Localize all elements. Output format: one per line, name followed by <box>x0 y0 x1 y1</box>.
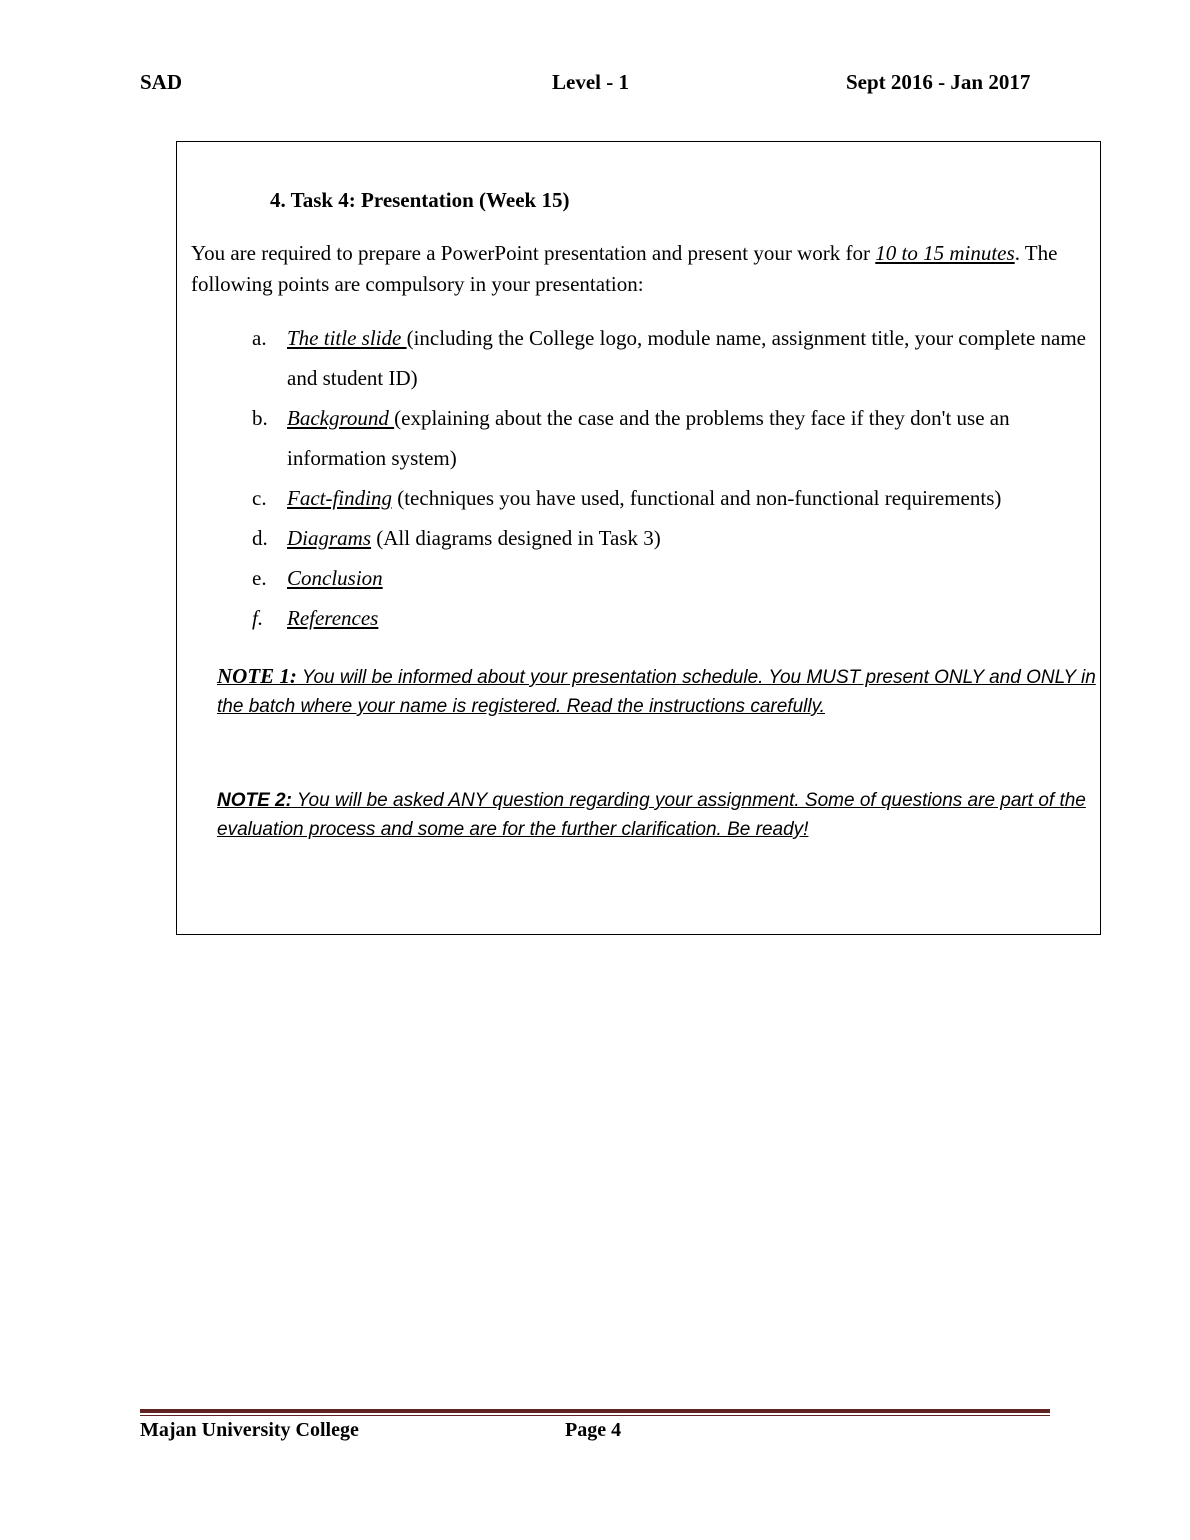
point-title: Background <box>287 406 395 430</box>
list-marker: e. <box>252 566 267 590</box>
point-title: Conclusion <box>287 566 383 590</box>
header-module: SAD <box>140 70 183 94</box>
footer-page-number: Page 4 <box>565 1419 622 1441</box>
intro-text: You are required to prepare a PowerPoint presentation and present your work for <box>191 241 876 265</box>
page-footer <box>140 1419 1050 1447</box>
list-marker: b. <box>252 406 268 430</box>
header-level: Level - 1 <box>552 70 629 94</box>
intro-text-end: . The following points are compulsory in your presentation: <box>191 241 1058 296</box>
list-item <box>252 478 1092 518</box>
point-desc: (explaining about the case and the problems they face if they don't use an information system) <box>287 406 1010 470</box>
note-2-text: You will be asked ANY question regarding your assignment. Some of questions are part of the evaluation process and some are for the further clarification. Be ready! <box>217 790 1086 840</box>
note-1-text: You will be informed about your presentation schedule. You MUST present ONLY and ONLY in the batch where your name is registered. Read the instructions carefully. <box>217 667 1096 717</box>
intro-duration: 10 to 15 minutes <box>875 241 1015 265</box>
list-marker: f. <box>252 606 264 630</box>
point-title: Fact-finding <box>287 486 392 510</box>
list-item <box>252 558 1092 598</box>
list-item <box>252 398 1092 478</box>
note-2 <box>217 786 1097 844</box>
point-title: Diagrams <box>287 526 372 550</box>
point-desc: (techniques you have used, functional and non-functional requirements) <box>391 486 1002 510</box>
task-intro <box>191 238 1081 300</box>
point-title: The title slide <box>287 326 407 350</box>
footer-college: Majan University College <box>140 1419 359 1441</box>
list-item <box>252 598 1092 638</box>
point-title: References <box>287 606 379 630</box>
list-item <box>252 518 1092 558</box>
list-item <box>252 318 1092 398</box>
header-term: Sept 2016 - Jan 2017 <box>846 70 1031 94</box>
note-1-label: NOTE 1: <box>217 664 297 688</box>
footer-divider-thick <box>140 1409 1050 1413</box>
footer-divider-thin <box>140 1415 1050 1416</box>
list-marker: a. <box>252 326 267 350</box>
task-box <box>176 141 1101 935</box>
task-title: 4. Task 4: Presentation (Week 15) <box>270 188 570 212</box>
note-1 <box>217 662 1097 721</box>
list-marker: c. <box>252 486 267 510</box>
compulsory-points-list <box>252 318 1092 638</box>
page-header <box>140 70 1050 100</box>
note-2-label: NOTE 2: <box>217 790 292 811</box>
point-desc: (including the College logo, module name, assignment title, your complete name and student ID) <box>287 326 1087 390</box>
list-marker: d. <box>252 526 268 550</box>
point-desc: (All diagrams designed in Task 3) <box>371 526 661 550</box>
